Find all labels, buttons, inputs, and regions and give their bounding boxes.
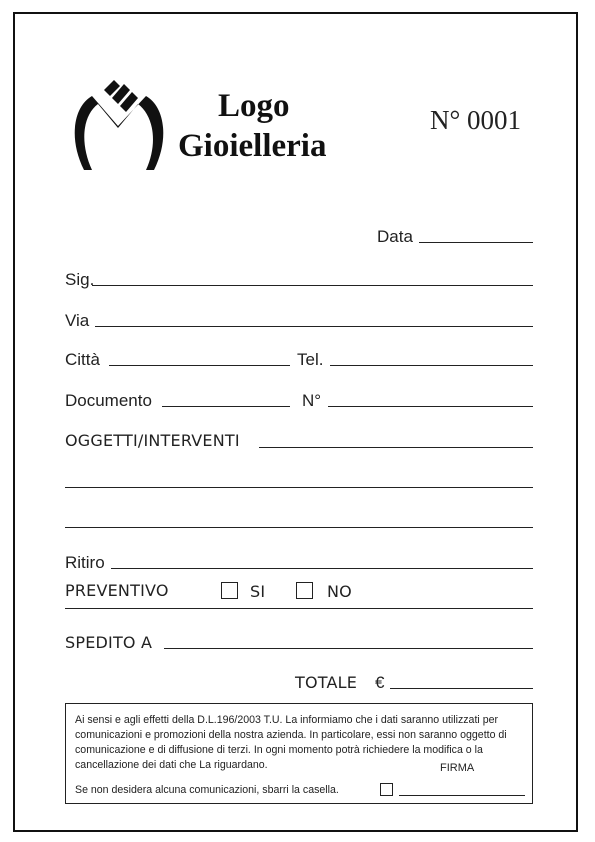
ritiro-field[interactable]	[111, 568, 533, 569]
citta-field[interactable]	[109, 365, 290, 366]
citta-label: Città	[65, 350, 100, 369]
signature-field[interactable]	[399, 795, 525, 796]
oggetti-line-2[interactable]	[65, 487, 533, 488]
logo-text-line2: Gioielleria	[178, 128, 327, 164]
document-number-label: N°	[302, 391, 322, 410]
document-number-field[interactable]	[328, 406, 533, 407]
via-field[interactable]	[95, 326, 533, 327]
optout-checkbox[interactable]	[380, 783, 393, 796]
documento-label: Documento	[65, 391, 152, 410]
via-label: Via	[65, 311, 90, 330]
sig-field[interactable]	[92, 285, 533, 286]
optout-text: Se non desidera alcuna comunicazioni, sbarri la casella.	[75, 784, 339, 796]
spedito-label: SPEDITO A	[65, 633, 153, 652]
preventivo-no-checkbox[interactable]	[296, 582, 313, 599]
privacy-text: Ai sensi e agli effetti della D.L.196/2003 T.U. La informiamo che i dati saranno utilizzati per comunicazioni e promozioni della nostra azienda. In particolare, essi non saranno oggetto di comunicazione e di diffusione di terzi. In ogni momento potrà richiedere la modifica o la cancellazione dei dati che La riguardano.	[75, 714, 507, 771]
oggetti-line-3[interactable]	[65, 527, 533, 528]
totale-field[interactable]	[390, 688, 533, 689]
spedito-field[interactable]	[164, 648, 533, 649]
sig-label: Sig.	[65, 270, 95, 289]
si-label: SI	[250, 582, 266, 601]
documento-field[interactable]	[162, 406, 290, 407]
firma-label: FIRMA	[440, 762, 475, 774]
privacy-notice	[65, 703, 533, 804]
diamond-ring-icon	[70, 78, 170, 173]
date-field[interactable]	[419, 242, 533, 243]
date-label: Data	[377, 227, 413, 246]
receipt-number: N° 0001	[430, 105, 522, 135]
preventivo-label: PREVENTIVO	[65, 581, 169, 600]
tel-label: Tel.	[297, 350, 324, 369]
oggetti-label: OGGETTI/INTERVENTI	[65, 431, 240, 450]
tel-field[interactable]	[330, 365, 533, 366]
oggetti-field[interactable]	[259, 447, 533, 448]
preventivo-line	[65, 608, 533, 609]
currency-symbol: €	[375, 673, 385, 692]
ritiro-label: Ritiro	[65, 553, 105, 572]
preventivo-si-checkbox[interactable]	[221, 582, 238, 599]
totale-label: TOTALE	[295, 673, 358, 692]
logo-text-line1: Logo	[218, 88, 290, 124]
no-label: NO	[327, 582, 352, 601]
